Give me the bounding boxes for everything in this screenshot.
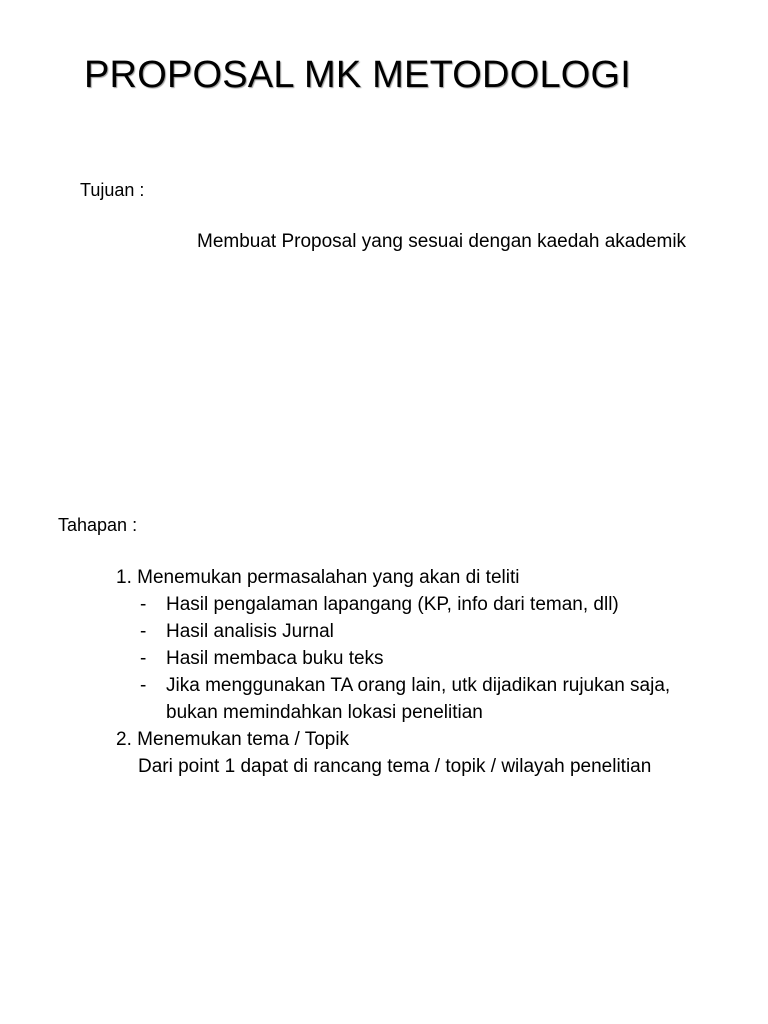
step-2-detail: Dari point 1 dapat di rancang tema / topik / wilayah penelitian <box>138 756 652 777</box>
bullet-dash: - <box>140 594 147 615</box>
tujuan-text: Membuat Proposal yang sesuai dengan kaedah akademik <box>197 231 687 252</box>
step-1-bullet: Hasil pengalaman lapangang (KP, info dari teman, dll) <box>166 594 619 615</box>
step-1-text: 1. Menemukan permasalahan yang akan di teliti <box>116 567 520 588</box>
step-1-bullet: Hasil analisis Jurnal <box>166 621 334 642</box>
step-1-bullet-continuation: bukan memindahkan lokasi penelitian <box>166 702 483 723</box>
bullet-dash: - <box>140 648 147 669</box>
step-1-bullet: Hasil membaca buku teks <box>166 648 384 669</box>
tahapan-label: Tahapan : <box>58 515 138 535</box>
bullet-dash: - <box>140 621 147 642</box>
bullet-dash: - <box>140 675 147 696</box>
page-title: PROPOSAL MK METODOLOGI <box>84 54 632 96</box>
step-1-bullet: Jika menggunakan TA orang lain, utk dijadikan rujukan saja, <box>166 675 671 696</box>
step-2-text: 2. Menemukan tema / Topik <box>116 729 350 750</box>
tujuan-label: Tujuan : <box>80 180 145 200</box>
